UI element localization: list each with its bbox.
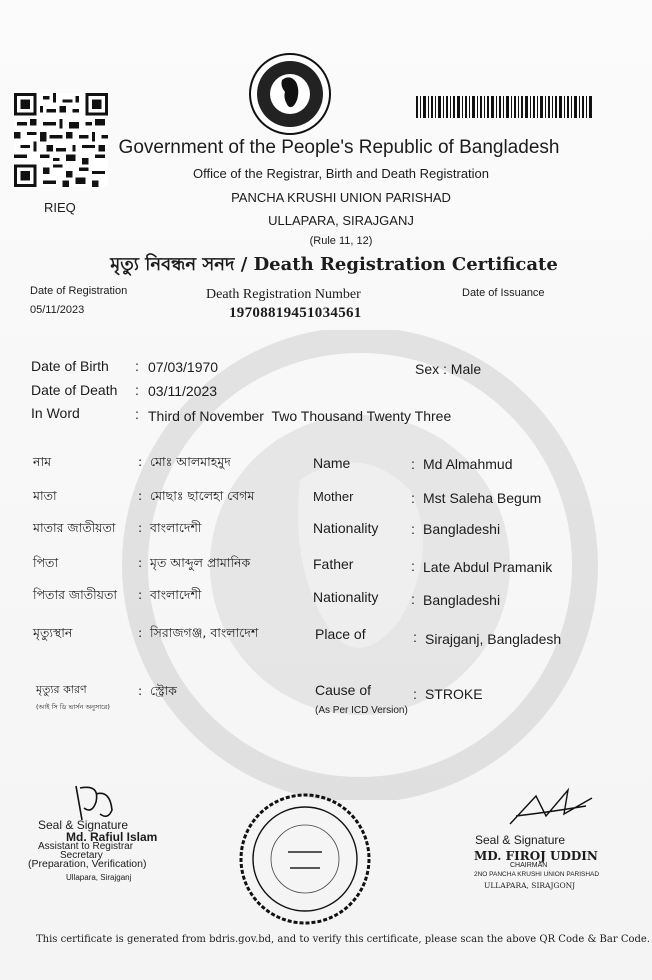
mother-nationality-bn-label: মাতার জাতীয়তা [33, 520, 116, 535]
right-signer-office: 2NO PANCHA KRUSHI UNION PARISHAD [474, 871, 600, 878]
place-of-death-bn-colon: : [138, 625, 143, 640]
office-heading: Office of the Registrar, Birth and Death Registration [192, 166, 490, 181]
mother-nationality-en-colon: : [411, 521, 415, 537]
cause-bn-sublabel: (আই সি ডি ভার্সন অনুসারে) [36, 703, 110, 711]
father-en-colon: : [411, 558, 415, 574]
dod-value: 03/11/2023 [148, 383, 218, 399]
name-bn-colon: : [138, 454, 143, 469]
right-signer-role: CHAIRMAN [510, 862, 548, 869]
father-nationality-en-value: Bangladeshi [423, 592, 501, 608]
cause-en-label: Cause of [315, 682, 372, 698]
date-of-registration-label: Date of Registration [30, 285, 128, 297]
name-en-label: Name [313, 455, 351, 471]
right-seal-title: Seal & Signature [475, 833, 566, 847]
mother-bn-label: মাতা [33, 488, 57, 503]
certificate-title: মৃত্যু নিবন্ধন সনদ / Death Registration Certificate [110, 254, 558, 275]
father-en-label: Father [313, 556, 354, 572]
rieq-label: RIEQ [44, 200, 76, 215]
mother-nationality-bn-colon: : [138, 520, 143, 535]
name-bn-label: নাম [33, 454, 52, 469]
registration-number-value: 19708819451034561 [229, 305, 362, 321]
date-of-registration-value: 05/11/2023 [30, 304, 85, 316]
father-nationality-en-colon: : [411, 591, 415, 607]
mother-nationality-en-label: Nationality [313, 520, 379, 536]
rule-heading: (Rule 11, 12) [309, 235, 373, 247]
place-of-death-en-colon: : [413, 629, 417, 645]
dob-colon: : [135, 358, 139, 374]
registration-number-label: Death Registration Number [206, 287, 361, 302]
cause-bn-value: স্ট্রোক [150, 683, 177, 698]
mother-en-label: Mother [313, 489, 354, 504]
mother-en-value: Mst Saleha Begum [423, 490, 542, 506]
place-of-death-en-value: Sirajganj, Bangladesh [425, 631, 562, 647]
cause-en-value: STROKE [425, 686, 483, 702]
left-signer-place: Ullapara, Sirajganj [66, 873, 132, 882]
cause-bn-label: মৃত্যুর কারণ [36, 683, 87, 696]
left-signer-role-1: Assistant to Registrar [38, 841, 134, 852]
father-nationality-bn-label: পিতার জাতীয়তা [33, 587, 118, 602]
union-parishad-stamp-icon [236, 790, 374, 928]
place-of-death-en-label: Place of [315, 626, 366, 642]
cause-bn-colon: : [138, 683, 143, 698]
barcode-icon[interactable] [416, 96, 592, 118]
government-emblem-icon [248, 52, 332, 136]
mother-bn-value: মোছাঃ ছালেহা বেগম [150, 488, 255, 503]
name-en-colon: : [411, 456, 415, 472]
right-signature-icon [506, 786, 596, 830]
date-of-issuance-label: Date of Issuance [462, 287, 545, 299]
union-heading: PANCHA KRUSHI UNION PARISHAD [231, 190, 451, 205]
father-bn-value: মৃত আব্দুল প্রামানিক [150, 555, 251, 570]
father-nationality-en-label: Nationality [313, 589, 379, 605]
footer-note: This certificate is generated from bdris.gov.bd, and to verify this certificate, please scan the above QR Code & Bar Code. [36, 934, 650, 945]
in-word-label: In Word [31, 405, 80, 421]
place-heading: ULLAPARA, SIRAJGANJ [268, 213, 414, 228]
place-of-death-bn-label: মৃত্যুস্থান [33, 625, 73, 640]
left-signer-role-3: (Preparation, Verification) [28, 858, 147, 870]
right-signer-name: MD. FIROJ UDDIN [474, 849, 598, 863]
sex-value: Sex : Male [415, 361, 482, 377]
right-signer-place: ULLAPARA, SIRAJGONJ [484, 881, 576, 890]
government-heading: Government of the People's Republic of Bangladesh [118, 137, 560, 158]
mother-nationality-bn-value: বাংলাদেশী [150, 520, 202, 535]
in-word-value: Third of November Two Thousand Twenty Three [148, 408, 452, 424]
father-bn-colon: : [138, 555, 143, 570]
cause-en-sublabel: (As Per ICD Version) [315, 705, 408, 716]
dob-label: Date of Birth [31, 358, 109, 374]
name-bn-value: মোঃ আলমাহমুদ [150, 454, 231, 469]
mother-nationality-en-value: Bangladeshi [423, 521, 501, 537]
name-en-value: Md Almahmud [423, 456, 513, 472]
father-bn-label: পিতা [33, 555, 59, 570]
dod-label: Date of Death [31, 382, 118, 398]
in-word-colon: : [135, 406, 139, 422]
father-nationality-bn-colon: : [138, 587, 143, 602]
father-nationality-bn-value: বাংলাদেশী [150, 587, 202, 602]
father-en-value: Late Abdul Pramanik [423, 559, 553, 575]
place-of-death-bn-value: সিরাজগঞ্জ, বাংলাদেশ [150, 625, 259, 640]
mother-en-colon: : [411, 490, 415, 506]
mother-bn-colon: : [138, 488, 143, 503]
dob-value: 07/03/1970 [148, 359, 219, 375]
left-seal-title: Seal & Signature [38, 818, 129, 832]
cause-en-colon: : [413, 686, 417, 702]
left-signer-role-2: Secretary [60, 850, 103, 861]
left-signer-name: Md. Rafiul Islam [66, 830, 158, 844]
dod-colon: : [135, 382, 139, 398]
